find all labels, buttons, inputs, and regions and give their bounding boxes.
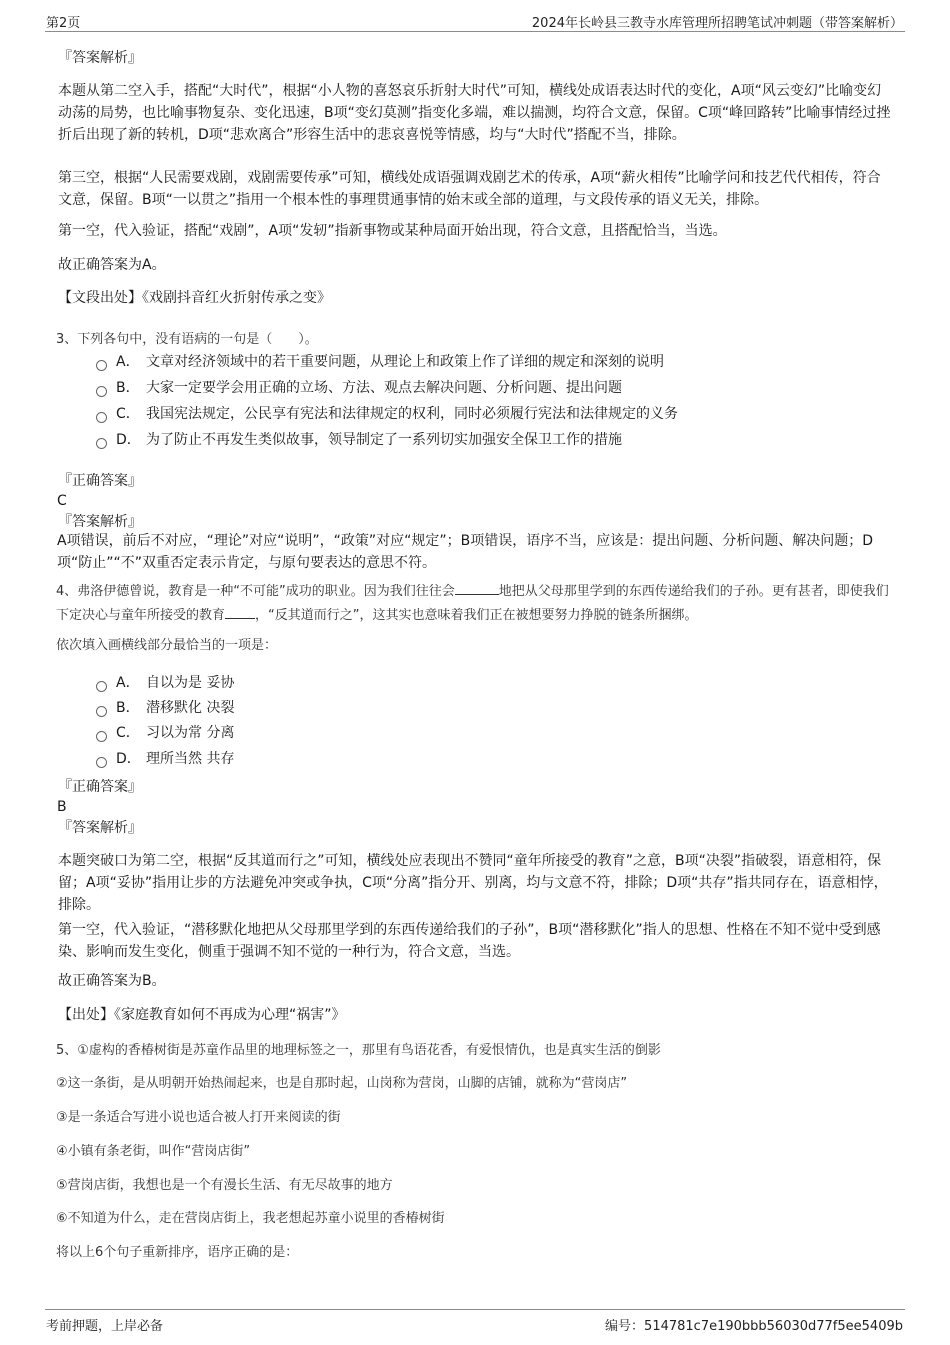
q5-sentence-6: ⑥不知道为什么，走在营岗店街上，我老想起苏童小说里的香椿树街 (56, 1211, 445, 1226)
page-number: 第2页 (46, 16, 81, 31)
radio-button[interactable] (96, 731, 107, 742)
q5-sentence-4: ④小镇有条老街，叫作“营岗店街” (56, 1144, 251, 1159)
q4-option-a[interactable]: A． 自以为是 妥协 (96, 671, 234, 695)
radio-button[interactable] (96, 438, 107, 449)
q4-option-d[interactable]: D． 理所当然 共存 (96, 747, 234, 771)
q4-option-b[interactable]: B． 潜移默化 决裂 (96, 696, 234, 720)
radio-button[interactable] (96, 757, 107, 768)
footer-slogan: 考前押题，上岸必备 (46, 1319, 164, 1334)
q3-option-a[interactable]: A． 文章对经济领域中的若干重要问题，从理论上和政策上作了详细的规定和深刻的说明 (96, 350, 664, 374)
fill-blank-2 (225, 604, 255, 619)
q4-answer: B (57, 799, 67, 815)
q5-sentence-3: ③是一条适合写进小说也适合被人打开来阅读的街 (56, 1110, 341, 1125)
page-footer (45, 1309, 905, 1340)
q4-option-c[interactable]: C． 习以为常 分离 (96, 721, 234, 745)
radio-button[interactable] (96, 706, 107, 717)
document-code: 编号：514781c7e190bbb56030d77f5ee5409b (605, 1319, 903, 1334)
q4-answer-label: 『正确答案』 (58, 779, 142, 795)
q5-sentence-2: ②这一条街，是从明朝开始热闹起来，也是自那时起，山岗称为营岗，山脚的店铺，就称为“营岗店” (56, 1076, 628, 1091)
q2-analysis-para-3: 第一空，代入验证，搭配“戏剧”，A项“发轫”指新事物或某种局面开始出现，符合文意，且搭配恰当，当选。 (58, 223, 727, 239)
page-header (45, 9, 905, 32)
radio-button[interactable] (96, 386, 107, 397)
q2-analysis-para-1: 本题从第二空入手，搭配“大时代”，根据“小人物的喜怒哀乐折射大时代”可知，横线处成语表达时代的变化，A项“风云变幻”比喻变幻动荡的局势，也比喻事物复杂、变化迅速，B项“变幻莫测”指变化多端，难以揣测，均符合文意，保留。C项“峰回路转”比喻事情经过挫折后出现了新的转机，D项“悲欢离合”形容生活中的悲哀喜悦等情感，均与“大时代”搭配不当，排除。 (58, 83, 891, 143)
q2-source: 【文段出处】《戏剧抖音红火折射传承之变》 (58, 290, 331, 306)
q3-option-b[interactable]: B． 大家一定要学会用正确的立场、方法、观点去解决问题、分析问题、提出问题 (96, 376, 622, 400)
q3-option-c[interactable]: C． 我国宪法规定，公民享有宪法和法律规定的权利，同时必须履行宪法和法律规定的义务 (96, 402, 678, 426)
radio-button[interactable] (96, 681, 107, 692)
q3-analysis-label: 『答案解析』 (58, 514, 142, 530)
radio-button[interactable] (96, 412, 107, 423)
q4-source: 【出处】《家庭教育如何不再成为心理“祸害”》 (58, 1007, 346, 1023)
q5-instruction: 将以上6个句子重新排序，语序正确的是： (56, 1245, 299, 1260)
q3-stem: 3、下列各句中，没有语病的一句是（ ）。 (56, 332, 318, 347)
q3-answer: C (57, 493, 67, 509)
q4-instruction: 依次填入画横线部分最恰当的一项是： (56, 638, 278, 653)
q5-sentence-1: 5、①虚构的香椿树街是苏童作品里的地理标签之一，那里有鸟语花香，有爱恨情仇，也是真实生活的倒影 (56, 1043, 661, 1058)
document-title: 2024年长岭县三教寺水库管理所招聘笔试冲刺题（带答案解析） (531, 16, 903, 31)
q5-sentence-5: ⑤营岗店街，我想也是一个有漫长生活、有无尽故事的地方 (56, 1178, 393, 1193)
q4-analysis-label: 『答案解析』 (58, 820, 142, 836)
q2-conclusion: 故正确答案为A。 (58, 257, 166, 273)
q3-option-d[interactable]: D． 为了防止不再发生类似故事，领导制定了一系列切实加强安全保卫工作的措施 (96, 428, 622, 452)
q2-analysis-label: 『答案解析』 (58, 50, 142, 66)
q3-analysis: A项错误，前后不对应，“理论”对应“说明”，“政策”对应“规定”；B项错误，语序不当，应该是：提出问题、分析问题、解决问题；D项“防止”“不”双重否定表示肯定，与原句要表达的意思不符。 (57, 533, 873, 571)
q3-answer-label: 『正确答案』 (58, 473, 142, 489)
radio-button[interactable] (96, 360, 107, 371)
q2-analysis-para-2: 第三空，根据“人民需要戏剧，戏剧需要传承”可知，横线处成语强调戏剧艺术的传承，A项“薪火相传”比喻学问和技艺代代相传，符合文意，保留。B项“一以贯之”指用一个根本性的事理贯通事情的始末或全部的道理，与文段传承的语义无关，排除。 (58, 170, 881, 208)
q4-stem: 4、弗洛伊德曾说，教育是一种“不可能”成功的职业。因为我们往往会 地把从父母那里学到的东西传递给我们的子孙。更有甚者，即使我们下定决心与童年所接受的教育 ，“反其道而行之”，这其实也意味着我们正在被想要努力挣脱的链条所捆绑。 (56, 580, 896, 628)
q4-analysis-para-1: 本题突破口为第二空，根据“反其道而行之”可知，横线处应表现出不赞同“童年所接受的教育”之意，B项“决裂”指破裂，语意相符，保留；A项“妥协”指用让步的方法避免冲突或争执，C项“分离”指分开、别离，均与文意不符，排除；D项“共存”指共同存在，语意相悖，排除。 (58, 853, 888, 913)
fill-blank-1 (455, 580, 499, 595)
q4-conclusion: 故正确答案为B。 (58, 973, 166, 989)
q4-analysis-para-2: 第一空，代入验证，“潜移默化地把从父母那里学到的东西传递给我们的子孙”，B项“潜移默化”指人的思想、性格在不知不觉中受到感染、影响而发生变化，侧重于强调不知不觉的一种行为，符合文意，当选。 (58, 922, 881, 960)
